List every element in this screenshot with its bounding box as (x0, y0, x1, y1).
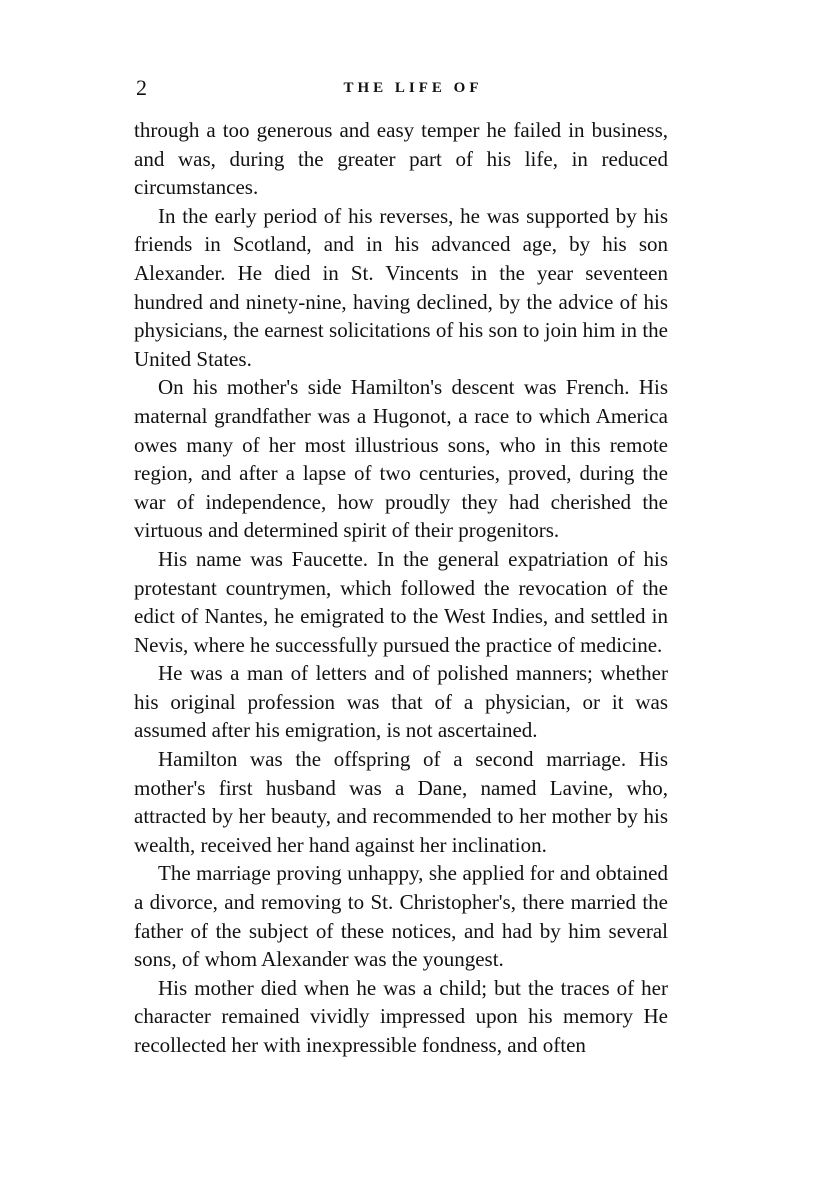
running-head: THE LIFE OF (343, 80, 483, 96)
paragraph: On his mother's side Hamilton's descent was French. His maternal grandfather was a Hugonot, a race to which America owes many of her most illustrious sons, who in this remote region, and after a lapse of two centuries, proved, during the war of independence, how proudly they had cherished the virtuous and determined spirit of their progenitors. (134, 375, 668, 543)
paragraph: His mother died when he was a child; but the traces of her character remained vividly impressed upon his memory He recollected her with inexpressible fondness, and often (134, 975, 668, 1057)
page-header (132, 76, 672, 100)
paragraph: His name was Faucette. In the general expatriation of his protestant countrymen, which followed the revocation of the edict of Nantes, he emigrated to the West Indies, and settled in Nevis, where he successfully pursued the practice of medicine. (134, 546, 668, 657)
page-number: 2 (136, 75, 147, 100)
paragraph: Hamilton was the offspring of a second marriage. His mother's first husband was a Dane, named Lavine, who, attracted by her beauty, and recommended to her mother by his wealth, received her hand against her inclination. (134, 747, 668, 857)
paragraph: In the early period of his reverses, he was supported by his friends in Scotland, and in his advanced age, by his son Alexander. He died in St. Vincents in the year seventeen hundred and ninety-nine, having declined, by the advice of his physicians, the earnest solicitations of his son to join him in the United States. (134, 203, 668, 371)
paragraph: He was a man of letters and of polished manners; whether his original profession was that of a physician, or it was assumed after his emigration, is not ascertained. (134, 661, 668, 743)
paragraph: through a too generous and easy temper he failed in business, and was, during the greater part of his life, in reduced circumstances. (134, 118, 668, 200)
paragraph: The marriage proving unhappy, she applied for and obtained a divorce, and removing to St. Christopher's, there married the father of the subject of these notices, and had by him several sons, of whom Alexander was the youngest. (134, 861, 668, 972)
body-text (134, 116, 668, 1060)
